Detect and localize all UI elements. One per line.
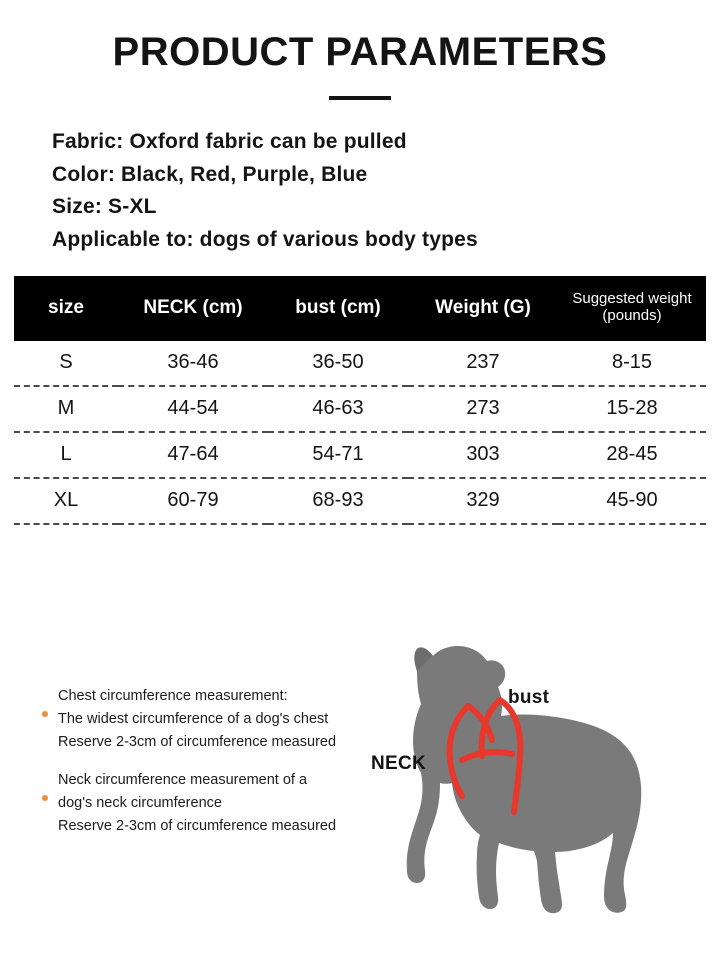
cell-bust: 54-71 xyxy=(268,432,408,478)
spec-line-size: Size: S-XL xyxy=(52,195,157,219)
cell-size: L xyxy=(14,432,118,478)
size-table-body xyxy=(14,341,706,524)
cell-neck: 60-79 xyxy=(118,478,268,524)
cell-weight: 273 xyxy=(408,386,558,432)
note-neck xyxy=(42,769,392,839)
spec-list xyxy=(52,126,720,256)
table-row xyxy=(14,478,706,524)
cell-bust: 68-93 xyxy=(268,478,408,524)
cell-suggested-weight: 8-15 xyxy=(558,341,706,386)
table-header-row xyxy=(14,276,706,341)
header-bust: bust (cm) xyxy=(268,276,408,341)
bullet-icon xyxy=(42,711,48,717)
measurement-diagram xyxy=(0,640,720,948)
header-suggested-weight: Suggested weight (pounds) xyxy=(558,276,706,341)
table-row xyxy=(14,341,706,386)
cell-suggested-weight: 15-28 xyxy=(558,386,706,432)
dog-illustration xyxy=(370,640,720,948)
title-divider xyxy=(329,96,391,100)
cell-size: M xyxy=(14,386,118,432)
note-chest xyxy=(42,685,392,755)
cell-weight: 303 xyxy=(408,432,558,478)
label-neck: NECK xyxy=(371,753,427,774)
header-weight: Weight (G) xyxy=(408,276,558,341)
cell-bust: 36-50 xyxy=(268,341,408,386)
cell-neck: 36-46 xyxy=(118,341,268,386)
note-neck-line-3: Reserve 2-3cm of circumference measured xyxy=(58,817,337,834)
page-title: PRODUCT PARAMETERS xyxy=(112,30,608,74)
label-bust: bust xyxy=(508,687,550,708)
spec-line-color: Color: Black, Red, Purple, Blue xyxy=(52,162,368,186)
cell-neck: 47-64 xyxy=(118,432,268,478)
cell-suggested-weight: 28-45 xyxy=(558,432,706,478)
note-chest-line-1: Chest circumference measurement: xyxy=(58,688,288,704)
cell-neck: 44-54 xyxy=(118,386,268,432)
note-neck-line-1: Neck circumference measurement of a xyxy=(58,771,308,788)
size-table-wrapper xyxy=(14,276,706,525)
note-neck-line-2: dog's neck circumference xyxy=(58,794,222,811)
cell-suggested-weight: 45-90 xyxy=(558,478,706,524)
size-table-header xyxy=(14,276,706,341)
header-size: size xyxy=(14,276,118,341)
header-neck: NECK (cm) xyxy=(118,276,268,341)
cell-weight: 237 xyxy=(408,341,558,386)
table-row xyxy=(14,432,706,478)
cell-weight: 329 xyxy=(408,478,558,524)
cell-size: XL xyxy=(14,478,118,524)
table-row xyxy=(14,386,706,432)
note-chest-line-2: The widest circumference of a dog's chest xyxy=(58,711,329,728)
measurement-notes xyxy=(42,685,392,852)
bullet-icon xyxy=(42,795,48,801)
spec-line-applicable: Applicable to: dogs of various body types xyxy=(52,227,478,251)
cell-bust: 46-63 xyxy=(268,386,408,432)
spec-line-fabric: Fabric: Oxford fabric can be pulled xyxy=(52,130,407,153)
cell-size: S xyxy=(14,341,118,386)
size-table xyxy=(14,276,706,525)
note-chest-line-3: Reserve 2-3cm of circumference measured xyxy=(58,734,337,751)
